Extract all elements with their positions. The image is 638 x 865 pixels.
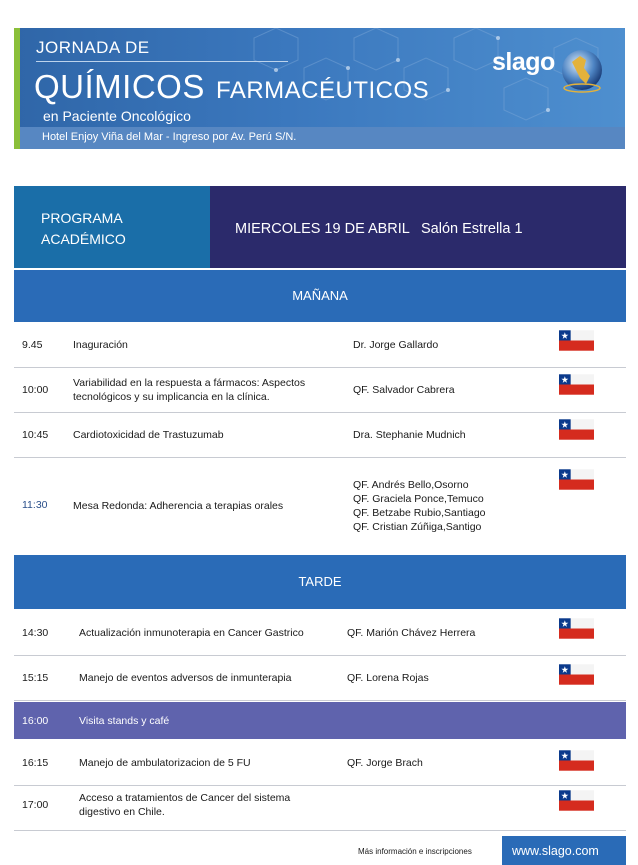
- website-link[interactable]: [502, 836, 626, 865]
- program-date-block: [210, 186, 626, 268]
- row-title: Manejo de eventos adversos de inmunterapia: [79, 672, 292, 684]
- row-title: Variabilidad en la respuesta a fármacos: Aspectos tecnológicos y su implicancia en la clínica.: [73, 377, 306, 403]
- program-room: Salón Estrella 1: [421, 221, 523, 237]
- website-url[interactable]: www.slago.com: [512, 844, 599, 858]
- chile-flag-icon: [559, 330, 594, 351]
- row-speaker: QF. Salvador Cabrera: [353, 384, 455, 396]
- slago-logo-text: slago: [492, 48, 555, 76]
- schedule-row: [14, 741, 626, 786]
- schedule-row: [14, 322, 626, 368]
- banner-divider: [36, 61, 288, 62]
- row-title: Visita stands y café: [79, 715, 170, 727]
- program-label-line1: PROGRAMA: [41, 210, 123, 226]
- chile-flag-icon: [559, 374, 594, 395]
- banner-title-secondary: FARMACÉUTICOS: [216, 77, 430, 104]
- program-date: MIERCOLES 19 DE ABRIL: [235, 221, 410, 237]
- schedule-row-break: [14, 702, 626, 739]
- venue-text: Hotel Enjoy Viña del Mar - Ingreso por Av. Perú S/N.: [42, 131, 297, 143]
- row-time: 11:30: [22, 499, 48, 511]
- banner-title: QUÍMICOS: [34, 68, 205, 105]
- section-morning: MAÑANA: [14, 270, 626, 322]
- row-time: 17:00: [22, 799, 49, 811]
- row-speaker: Dra. Stephanie Mudnich: [353, 429, 466, 441]
- schedule-row: [14, 368, 626, 413]
- row-title: Manejo de ambulatorizacion de 5 FU: [79, 757, 251, 769]
- banner-subtitle: en Paciente Oncológico: [43, 108, 191, 124]
- chile-flag-icon: [559, 790, 594, 811]
- chile-flag-icon: [559, 664, 594, 685]
- program-label-block: [14, 186, 210, 268]
- row-time: 10:45: [22, 429, 49, 441]
- chile-flag-icon: [559, 469, 594, 490]
- schedule-row: [14, 458, 626, 550]
- row-title: Cardiotoxicidad de Trastuzumab: [73, 429, 224, 441]
- row-time: 9.45: [22, 339, 43, 351]
- section-afternoon: TARDE: [14, 555, 626, 609]
- row-time: 15:15: [22, 672, 49, 684]
- schedule-row: [14, 611, 626, 656]
- row-speaker: QF. Jorge Brach: [347, 757, 423, 769]
- chile-flag-icon: [559, 750, 594, 771]
- schedule-row: [14, 413, 626, 458]
- row-time: 14:30: [22, 627, 49, 639]
- row-time: 10:00: [22, 384, 49, 396]
- row-speaker: QF. Lorena Rojas: [347, 672, 429, 684]
- globe-logo-icon: [558, 42, 610, 102]
- chile-flag-icon: [559, 618, 594, 639]
- row-time: 16:15: [22, 757, 49, 769]
- row-title: Inaguración: [73, 339, 128, 351]
- row-speaker-list: QF. Andrés Bello,Osorno QF. Graciela Ponce,Temuco QF. Betzabe Rubio,Santiago QF. Cristian Zúñiga,Santigo: [353, 479, 486, 533]
- row-speaker: Dr. Jorge Gallardo: [353, 339, 439, 351]
- row-title: Acceso a tratamientos de Cancer del sistema digestivo en Chile.: [79, 792, 291, 818]
- row-title: Mesa Redonda: Adherencia a terapias orales: [73, 500, 284, 512]
- footer-info-text: Más información e inscripciones: [358, 847, 472, 856]
- row-title: Actualización inmunoterapia en Cancer Gastrico: [79, 627, 304, 639]
- schedule-row: [14, 656, 626, 701]
- event-banner: [14, 28, 625, 149]
- row-time: 16:00: [22, 715, 49, 727]
- schedule-row: [14, 786, 626, 831]
- row-speaker: QF. Marión Chávez Herrera: [347, 627, 476, 639]
- chile-flag-icon: [559, 419, 594, 440]
- banner-kicker: JORNADA DE: [36, 38, 150, 57]
- program-label-line2: ACADÉMICO: [41, 231, 126, 247]
